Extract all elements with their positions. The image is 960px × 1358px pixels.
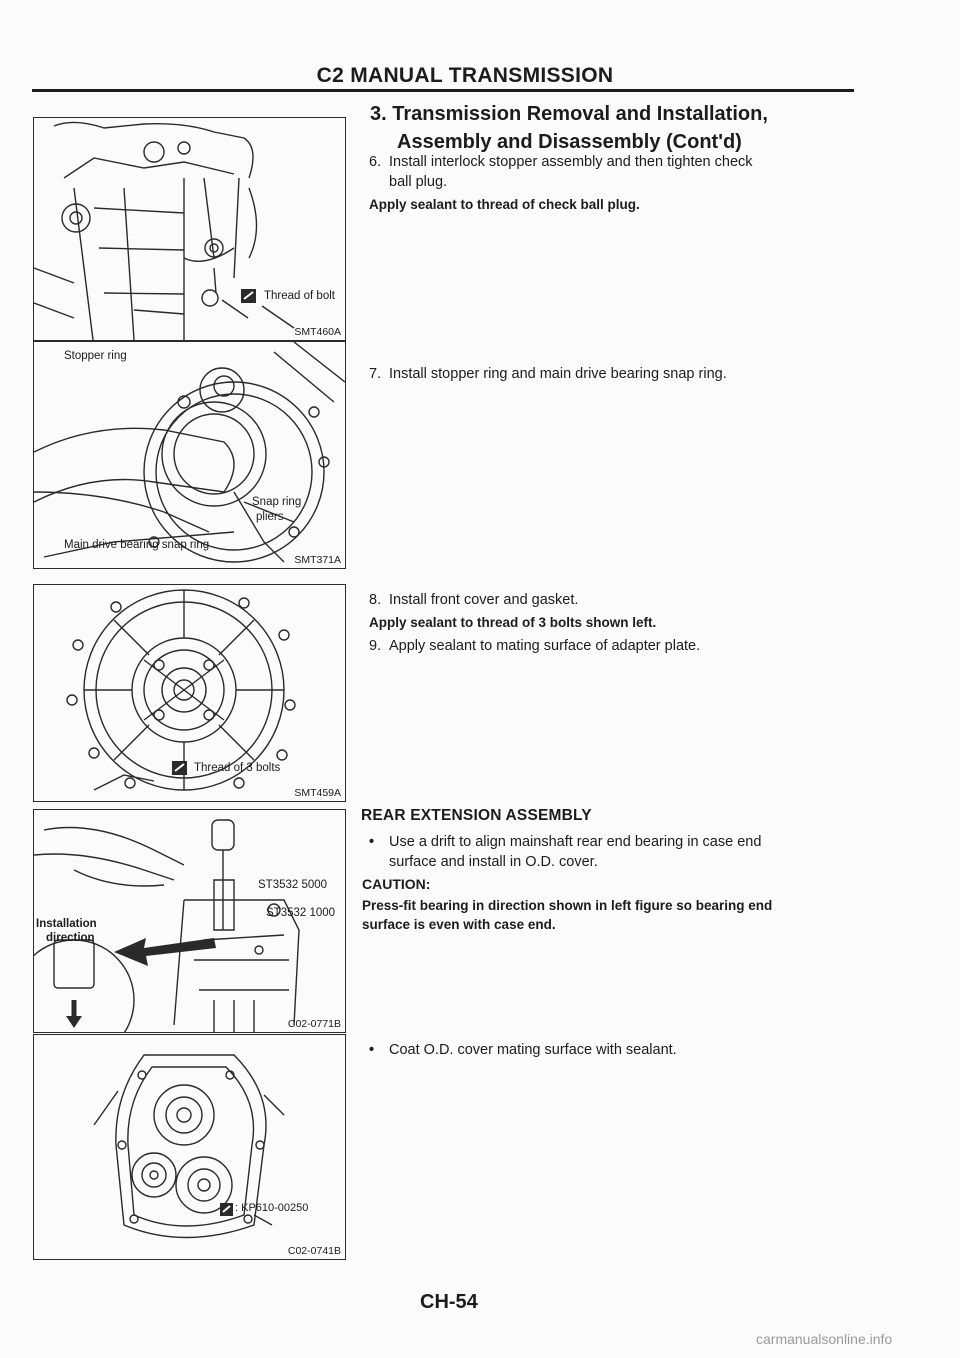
page-number: CH-54: [420, 1291, 478, 1313]
step-8-text: Install front cover and gasket.: [389, 592, 579, 608]
bullet-1-text-cont: surface and install in O.D. cover.: [389, 854, 598, 870]
step-8: [369, 590, 859, 610]
page-header-title: C2 MANUAL TRANSMISSION: [316, 64, 614, 87]
bullet-dot: •: [369, 834, 375, 850]
section-title: [370, 100, 870, 156]
header-rule: [32, 89, 854, 92]
step-6: [369, 152, 859, 192]
caution-label: CAUTION:: [362, 876, 431, 892]
installation-direction-arrow: [114, 938, 216, 966]
figure-rear-bearing-installation: [33, 809, 346, 1033]
label-direction: direction: [46, 932, 95, 944]
figure-code: C02-0741B: [287, 1245, 341, 1257]
od-cover-illustration: [34, 1035, 345, 1259]
step-9-number: 9.: [369, 638, 382, 654]
step-7: [369, 364, 859, 384]
caution-line-2: surface is even with case end.: [362, 917, 556, 932]
figure-code: SMT371A: [294, 554, 341, 566]
figure-code: SMT460A: [294, 326, 341, 338]
label-thread-of-bolt: Thread of bolt: [264, 290, 335, 302]
transmission-case-illustration: [34, 118, 345, 340]
rear-extension-heading: REAR EXTENSION ASSEMBLY: [361, 807, 592, 824]
figure-od-cover-sealant: [33, 1034, 346, 1260]
bullet-2-text: Coat O.D. cover mating surface with sealant.: [389, 1042, 677, 1058]
label-main-drive-bearing-snap-ring: Main drive bearing snap ring: [64, 539, 210, 551]
step-9-text: Apply sealant to mating surface of adapter plate.: [389, 638, 701, 654]
step-6-text: Install interlock stopper assembly and then tighten check: [389, 154, 753, 170]
label-kp610-00250: : KP610-00250: [235, 1202, 309, 1214]
snap-ring-installation-illustration: [34, 342, 345, 568]
figure-code: C02-0771B: [287, 1018, 341, 1030]
step-8-number: 8.: [369, 592, 382, 608]
label-tool-5000: ST3532 5000: [258, 879, 328, 891]
watermark: carmanualsonline.info: [756, 1331, 893, 1347]
caution-line-1: Press-fit bearing in direction shown in left figure so bearing end: [362, 898, 773, 913]
rear-extension-bullet-1: [369, 832, 861, 872]
front-cover-illustration: [34, 585, 345, 801]
caution-text: [362, 896, 862, 934]
section-title-line1: 3. Transmission Removal and Installation,: [370, 103, 768, 125]
label-installation: Installation: [36, 918, 97, 930]
figure-code: SMT459A: [294, 787, 341, 799]
label-pliers: pliers: [256, 511, 284, 523]
step-9: [369, 636, 859, 656]
rear-extension-bullet-2: [369, 1040, 861, 1060]
bullet-1-text: Use a drift to align mainshaft rear end bearing in case end: [389, 834, 762, 850]
step-6-note: Apply sealant to thread of check ball plug.: [369, 197, 640, 212]
figure-check-ball-plug: [33, 117, 346, 341]
step-6-text-cont: ball plug.: [389, 174, 448, 190]
figure-front-cover: [33, 584, 346, 802]
arrow-down-icon: [66, 1016, 82, 1028]
step-7-text: Install stopper ring and main drive bearing snap ring.: [389, 366, 727, 382]
step-8-note: Apply sealant to thread of 3 bolts shown left.: [369, 615, 657, 630]
label-thread-of-3-bolts: Thread of 3 bolts: [194, 762, 281, 774]
label-snap-ring: Snap ring: [252, 496, 302, 508]
bullet-dot: •: [369, 1042, 375, 1058]
figure-stopper-ring: [33, 341, 346, 569]
label-stopper-ring: Stopper ring: [64, 350, 127, 362]
label-tool-1000: ST3532 1000: [266, 907, 336, 919]
step-7-number: 7.: [369, 366, 382, 382]
step-6-number: 6.: [369, 154, 382, 170]
section-title-line2: Assembly and Disassembly (Cont'd): [397, 131, 742, 153]
